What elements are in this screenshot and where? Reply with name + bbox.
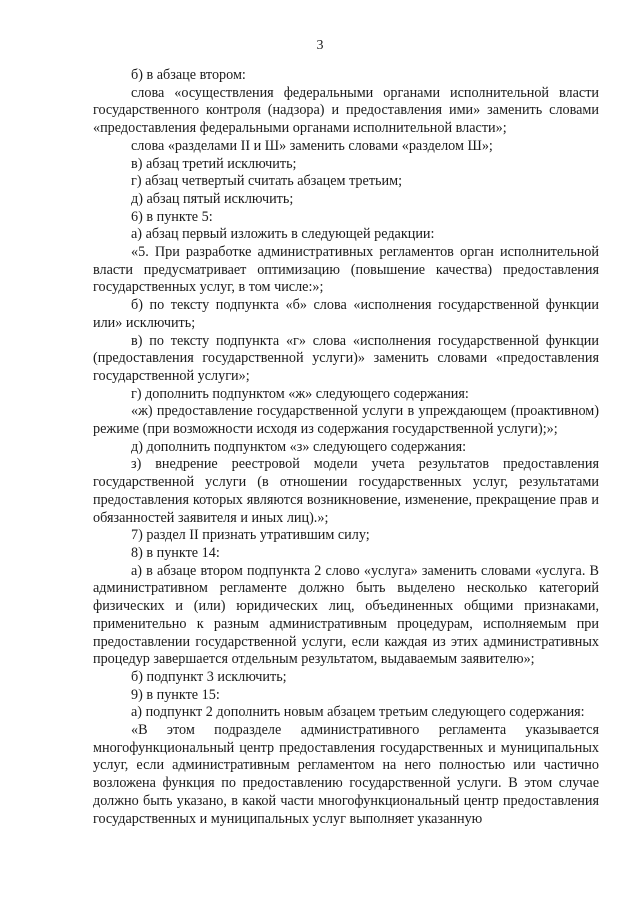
paragraph: «В этом подразделе административного регламента указывается многофункциональный центр предоставления государственных и муниципальных услуг, если административным регламентом на него полностью или частично возложена функция по предоставлению государственной услуги. В этом случае должно быть указано, в какой части многофункциональный центр предоставления государственных и муниципальных услуг выполняет указанную [93, 722, 599, 827]
document-body [93, 67, 599, 828]
paragraph: 9) в пункте 15: [131, 686, 220, 703]
paragraph: «ж) предоставление государственной услуги в упреждающем (проактивном) режиме (при возможности исходя из содержания государственной услуги);»; [93, 403, 599, 438]
paragraph: 6) в пункте 5: [131, 208, 213, 225]
paragraph: г) дополнить подпунктом «ж» следующего содержания: [131, 385, 469, 402]
paragraph: а) подпункт 2 дополнить новым абзацем третьим следующего содержания: [131, 704, 585, 721]
paragraph: «5. При разработке административных регламентов орган исполнительной власти предусматривает оптимизацию (повышение качества) предоставления государственных услуг, в том числе:»; [93, 244, 599, 296]
paragraph: д) абзац пятый исключить; [131, 190, 294, 207]
paragraph: д) дополнить подпунктом «з» следующего содержания: [131, 438, 467, 455]
paragraph: а) в абзаце втором подпункта 2 слово «услуга» заменить словами «услуга. В административном регламенте должно быть выделено несколько категорий физических и (или) юридических лиц, объединенных общими признаками, применительно к разным административным процедурам, исполняемым при предоставлении государственной услуги, если каждая из этих административных процедур завершается отдельным результатом, выдаваемым заявителю»; [93, 562, 599, 668]
paragraph: б) подпункт 3 исключить; [131, 668, 287, 685]
paragraph: слова «разделами II и Ш» заменить словами «разделом Ш»; [131, 137, 493, 154]
paragraph: в) абзац третий исключить; [131, 155, 297, 172]
paragraph: 8) в пункте 14: [131, 544, 220, 561]
paragraph: б) по тексту подпункта «б» слова «исполнения государственной функции или» исключить; [93, 297, 599, 331]
paragraph: г) абзац четвертый считать абзацем третьим; [131, 173, 403, 190]
paragraph: слова «осуществления федеральными органами исполнительной власти государственного контроля (надзора) и предоставления ими» заменить словами «предоставления федеральными органами исполнительной власти»; [93, 84, 599, 137]
page-number: 3 [316, 38, 324, 53]
paragraph: а) абзац первый изложить в следующей редакции: [131, 226, 435, 243]
paragraph: з) внедрение реестровой модели учета результатов предоставления государственной услуги (в отношении государственных услуг, результатами предоставления которых являются возникновение, изменение, прекращение прав и обязанностей заявителя и иных лиц).»; [93, 456, 599, 526]
paragraph: 7) раздел II признать утратившим силу; [131, 527, 370, 544]
paragraph: б) в абзаце втором: [131, 67, 246, 83]
paragraph: в) по тексту подпункта «г» слова «исполнения государственной функции (предоставления государственной услуги)» заменить словами «предоставления государственной услуги»; [93, 332, 599, 384]
